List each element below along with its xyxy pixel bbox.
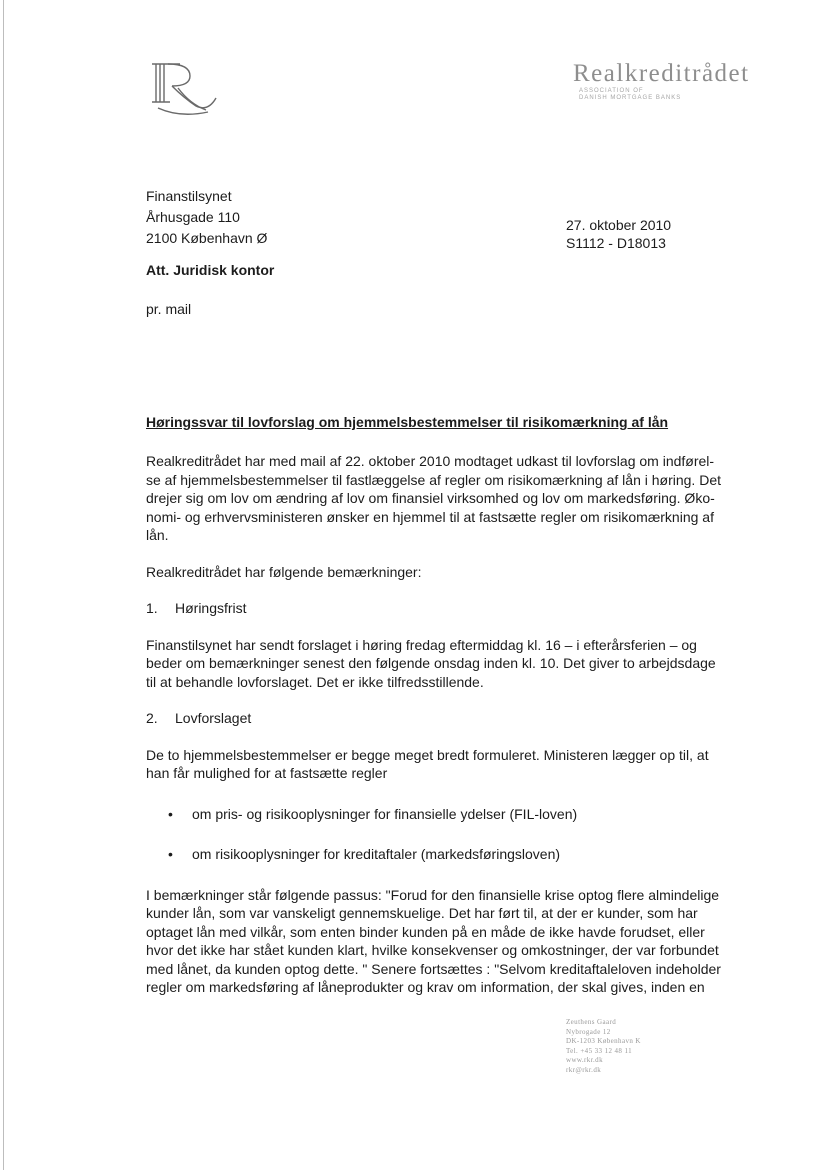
letter-reference: S1112 - D18013 [566,235,666,251]
letter-body [146,452,736,997]
brand-subtitle-1: ASSOCIATION OF [579,88,644,94]
footer-address [566,1018,641,1075]
section-number: 2. [146,710,158,726]
intro-line: drejer sig om lov om ændring af lov om finansiel virksomhed og lov om markedsføring. Øko- [146,490,715,506]
section3-line: optaget lån med vilkår, som enten binder kunden på en måde de ikke havde forudset, eller [146,923,705,940]
footer-line: Zeuthens Gaard [566,1018,617,1026]
brand-name: Realkreditrådet [573,60,750,87]
letterhead-brand [573,60,785,102]
brand-subtitle-2: DANISH MORTGAGE BANKS [579,95,682,101]
letter-date: 27. oktober 2010 [566,217,672,233]
section1-line: til at behandle lovforslaget. Det er ikke tilfredsstillende. [146,673,484,690]
realkreditraadet-logo-icon [150,58,222,120]
section-title: Høringsfrist [175,600,247,616]
bullet-icon: • [168,805,173,822]
section2-line: De to hjemmelsbestemmelser er begge meget bredt formuleret. Ministeren lægger op til, at [146,746,709,763]
list-item-text: om pris- og risikooplysninger for finansielle ydelser (FIL-loven) [192,805,578,822]
section-number: 1. [146,600,158,616]
intro-line: nomi- og erhvervsministeren ønsker en hjemmel til at fastsætte regler om risikomærkning af [146,508,714,525]
letter-subject: Høringssvar til lovforslag om hjemmelsbestemmelser til risikomærkning af lån [146,414,669,430]
regulation-list [146,805,736,864]
remarks-intro: Realkreditrådet har følgende bemærkninger: [146,563,422,580]
section3-line: I bemærkninger står følgende passus: "Forud for den finansielle krise optog flere almindelige [146,886,720,903]
delivery-method: pr. mail [146,301,192,317]
footer-line: www.rkr.dk [566,1056,603,1064]
section2-line: han får mulighed for at fastsætte regler [146,765,388,781]
recipient-address [146,186,267,249]
section-heading-2 [146,709,736,728]
section3-line: kunder lån, som var vanskeligt gennemskuelige. Det har ført til, at der er kunder, som har [146,905,698,921]
bullet-icon: • [168,846,173,862]
section3-line: regler om markedsføring af låneprodukter og krav om information, der skal gives, inden en [146,979,705,995]
section-title: Lovforslaget [175,710,252,726]
section-heading-1 [146,599,736,618]
scan-edge-line [3,0,4,1170]
footer-line: rkr@rkr.dk [566,1065,602,1074]
section3-line: med lånet, da kunden optog dette. " Senere fortsættes : "Selvom kreditaftaleloven indeholder [146,960,721,977]
recipient-street: Århusgade 110 [146,209,240,225]
footer-line: Tel. +45 33 12 48 11 [566,1046,633,1055]
intro-line: Realkreditrådet har med mail af 22. oktober 2010 modtaget udkast til lovforslag om indførel- [146,453,715,469]
section1-line: beder om bemærkninger senest den følgende onsdag inden kl. 10. Det giver to arbejdsdage [146,655,716,671]
letter-meta [566,216,671,252]
list-item-text: om risikooplysninger for kreditaftaler (markedsføringsloven) [192,846,561,862]
attention-line: Att. Juridisk kontor [146,262,275,278]
list-item [168,845,736,864]
intro-line: se af hjemmelsbestemmelser til fastlæggelse af regler om risikomærkning af lån i høring. Det [146,471,721,488]
section1-line: Finanstilsynet har sendt forslaget i høring fredag eftermiddag kl. 16 – i efterårsferien – og [146,636,697,653]
intro-line: lån. [146,527,169,543]
recipient-city: 2100 København Ø [146,230,268,246]
recipient-name: Finanstilsynet [146,188,232,204]
section3-line: hvor det ikke har stået kunden klart, hvilke konsekvenser og omkostninger, der var forbundet [146,942,719,958]
footer-line: DK-1203 København K [566,1037,641,1045]
list-item [168,805,736,824]
footer-line: Nybrogade 12 [566,1027,611,1036]
